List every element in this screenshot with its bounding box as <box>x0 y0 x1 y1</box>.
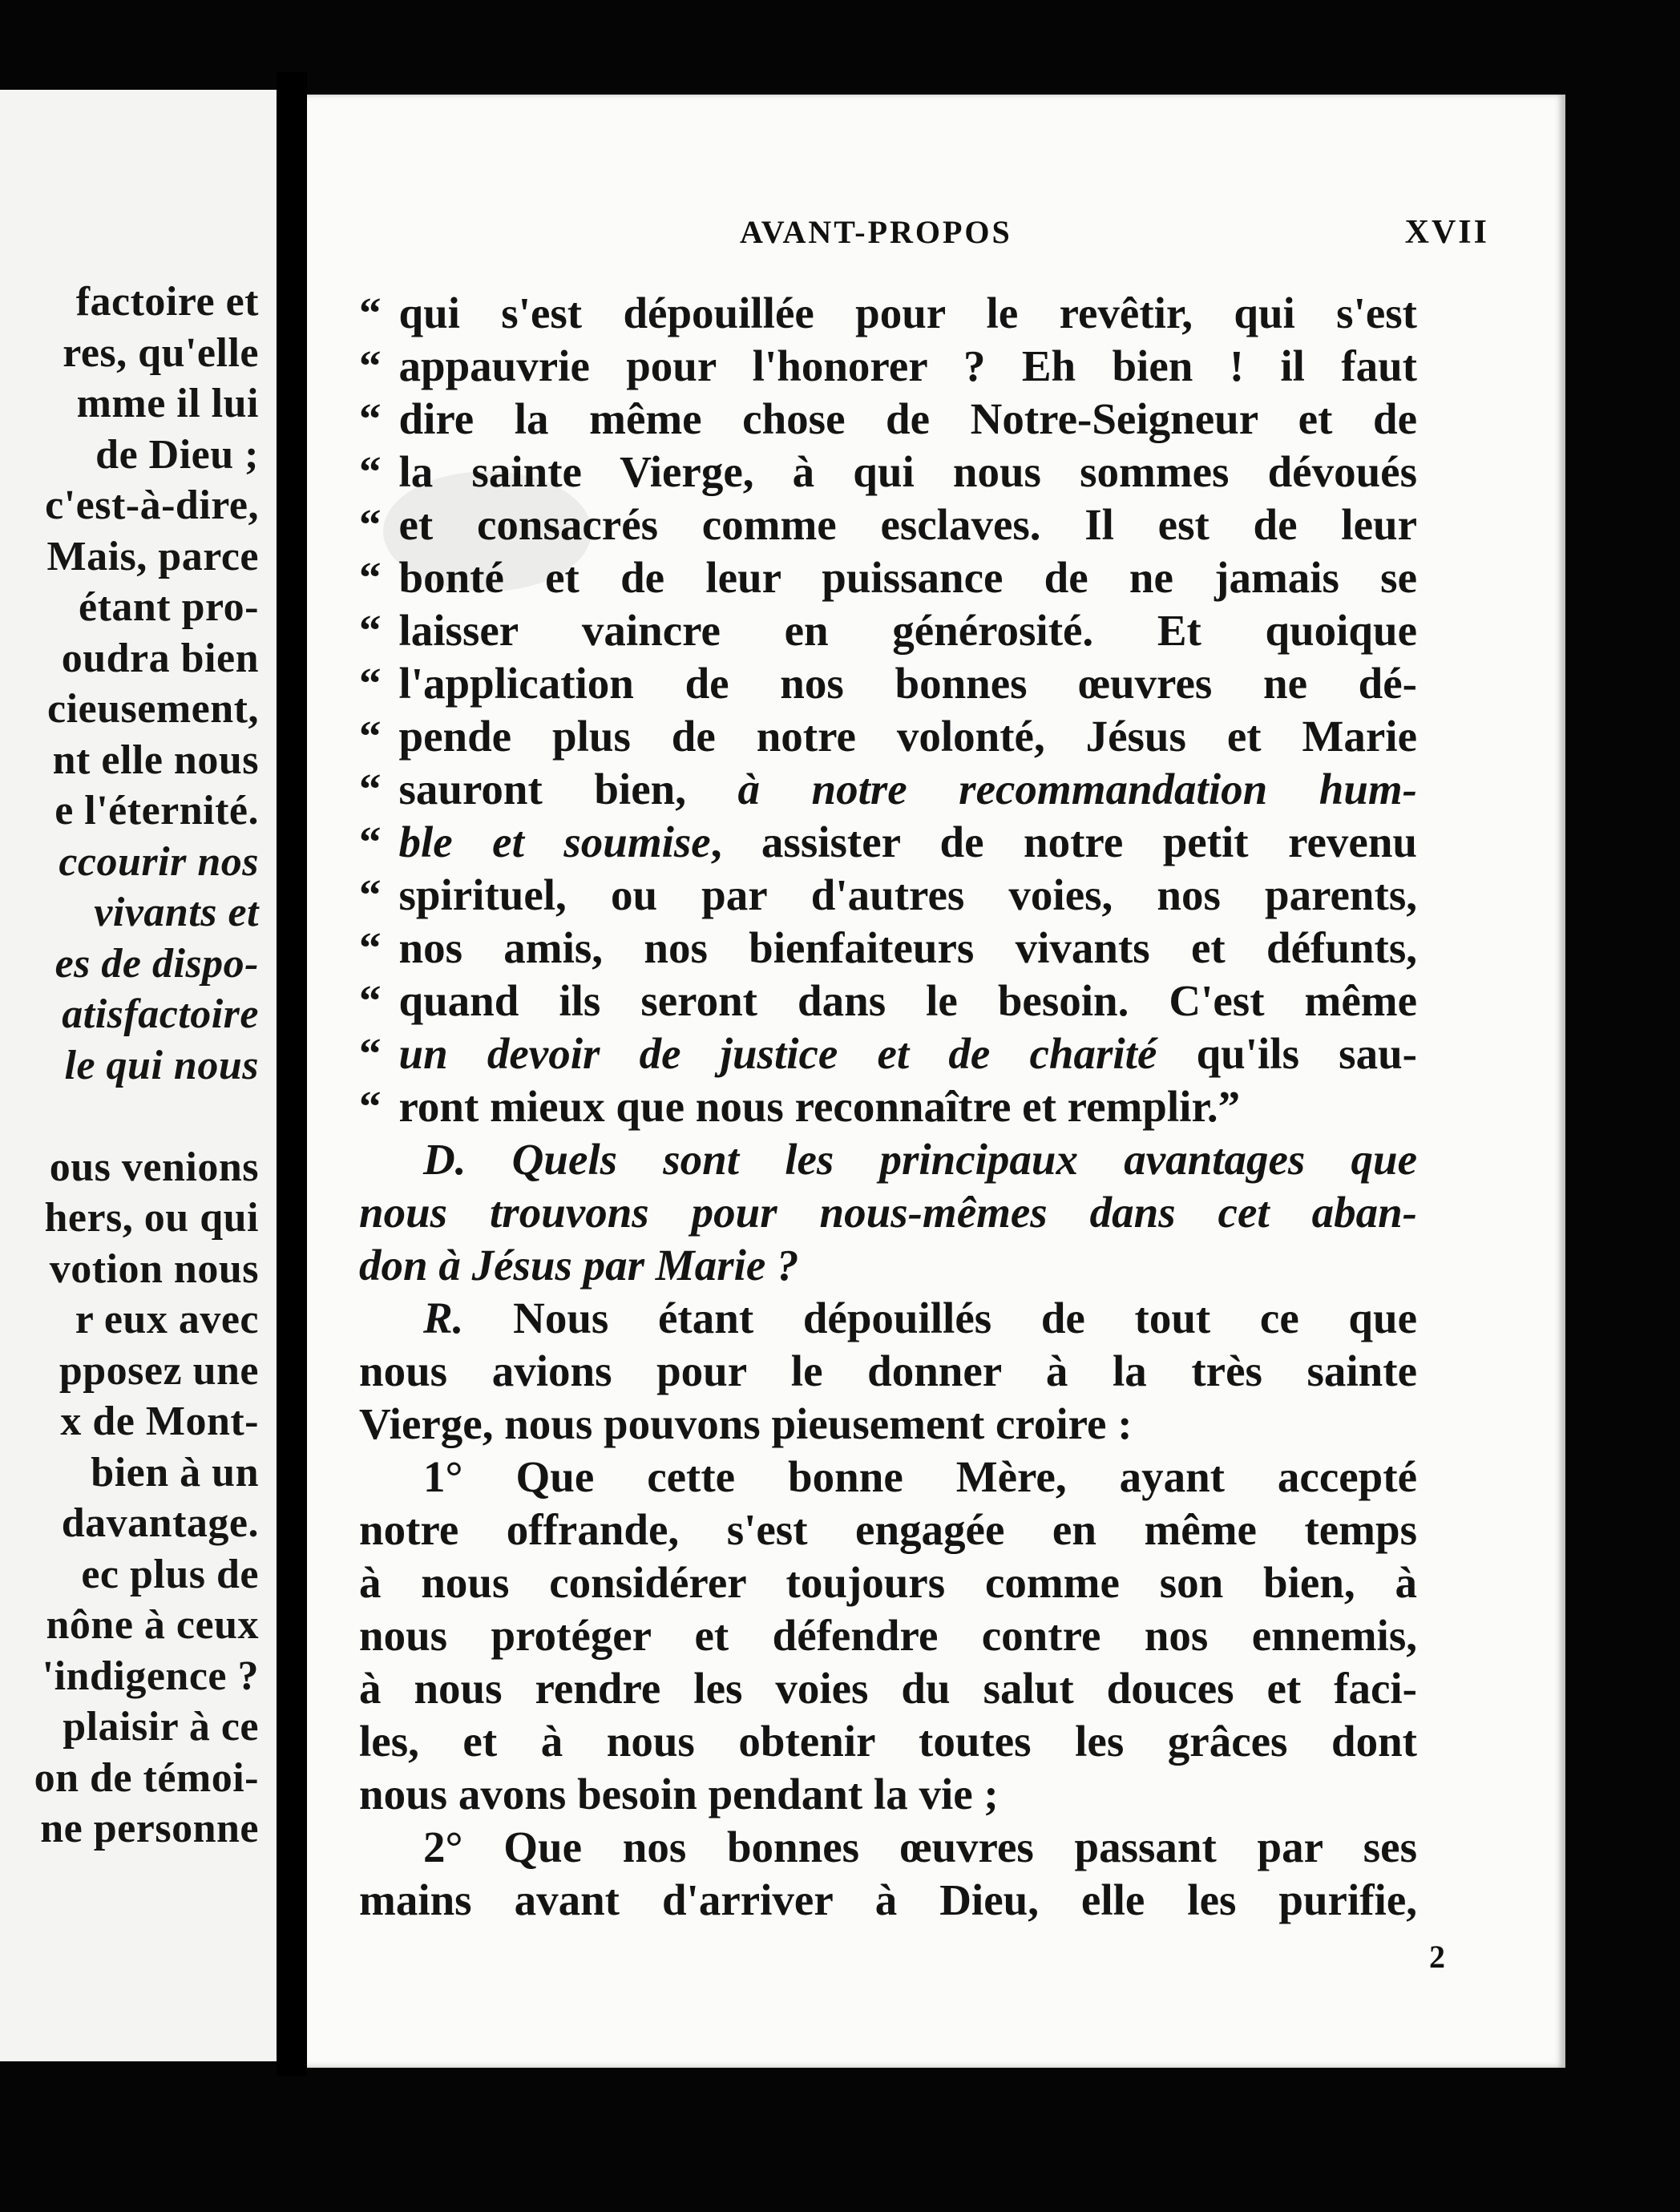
text-line <box>359 604 1417 657</box>
quote-mark: “ <box>359 341 382 390</box>
roman-text: nos amis, nos bienfaiteurs vivants et défunts, <box>398 923 1417 972</box>
left-page-line: 'indigence ? <box>42 1653 259 1699</box>
text-line <box>359 1768 1417 1821</box>
text-line <box>359 1451 1417 1504</box>
left-page-line: hers, ou qui <box>44 1195 259 1241</box>
italic-text: à notre recommandation hum- <box>737 765 1417 813</box>
text-line <box>359 922 1417 975</box>
roman-text: dire la même chose de Notre-Seigneur et de <box>398 394 1417 443</box>
text-line <box>359 710 1417 763</box>
text-line <box>359 1398 1417 1451</box>
roman-text: l'application de nos bonnes œuvres ne dé- <box>398 659 1417 708</box>
quote-mark: “ <box>359 447 382 496</box>
left-page-line: ne personne <box>40 1806 259 1851</box>
text-line <box>359 869 1417 922</box>
left-page-line: ccourir nos <box>59 838 259 885</box>
left-page-line: cieusement, <box>47 686 259 732</box>
quote-mark: “ <box>359 394 382 443</box>
roman-text: 2° Que nos bonnes œuvres passant par ses <box>423 1822 1417 1871</box>
text-line <box>359 763 1417 816</box>
left-page-line: plaisir à ce <box>63 1704 259 1750</box>
quote-mark: “ <box>359 870 382 919</box>
text-line <box>359 1292 1417 1345</box>
roman-text: à nous rendre les voies du salut douces et faci- <box>359 1664 1417 1713</box>
text-line <box>359 1186 1417 1239</box>
left-page-line: de Dieu ; <box>95 431 259 478</box>
text-line <box>359 340 1417 393</box>
left-page-line: davantage. <box>61 1500 259 1546</box>
quote-mark: “ <box>359 1029 382 1078</box>
text-line <box>359 657 1417 710</box>
left-page-line: on de témoi- <box>34 1754 259 1801</box>
roman-text: pende plus de notre volonté, Jésus et Marie <box>398 712 1417 761</box>
italic-text: D. Quels sont les principaux avantages que <box>423 1135 1417 1184</box>
roman-text: Nous étant dépouillés de tout ce que <box>463 1294 1417 1342</box>
left-page-line: res, qu'elle <box>63 329 259 376</box>
text-line <box>359 1609 1417 1662</box>
left-page-fragment <box>0 90 277 2061</box>
quote-mark: “ <box>359 817 382 866</box>
roman-text: la sainte Vierge, à qui nous sommes dévoués <box>398 447 1417 496</box>
roman-text: ront mieux que nous reconnaître et remplir.” <box>398 1082 1241 1131</box>
quote-mark: “ <box>359 289 382 337</box>
left-page-line: c'est-à-dire, <box>45 482 259 528</box>
roman-text: , assister de notre petit revenu <box>710 817 1417 866</box>
roman-text: 1° Que cette bonne Mère, ayant accepté <box>423 1452 1417 1501</box>
text-line <box>359 1080 1417 1133</box>
quote-mark: “ <box>359 923 382 972</box>
text-line <box>359 393 1417 446</box>
left-page-line: oudra bien <box>61 635 259 681</box>
left-page-line: votion nous <box>49 1245 259 1292</box>
text-line <box>359 975 1417 1027</box>
roman-text: spirituel, ou par d'autres voies, nos parents, <box>398 870 1417 919</box>
left-page-line: r eux avec <box>75 1297 259 1342</box>
roman-text: Vierge, nous pouvons pieusement croire : <box>359 1399 1133 1448</box>
roman-text: nous protéger et défendre contre nos ennemis, <box>359 1611 1417 1660</box>
roman-text: et consacrés comme esclaves. Il est de leur <box>398 500 1417 549</box>
text-line <box>359 287 1417 340</box>
italic-text: ble et soumise <box>398 817 711 866</box>
running-head <box>307 213 1565 261</box>
roman-text: nous avions pour le donner à la très sainte <box>359 1346 1417 1395</box>
quote-mark: “ <box>359 659 382 708</box>
roman-text: appauvrie pour l'honorer ? Eh bien ! il faut <box>398 341 1417 390</box>
ink-smudge <box>383 471 592 591</box>
text-line <box>359 1662 1417 1715</box>
italic-text: don à Jésus par Marie ? <box>359 1241 799 1290</box>
roman-text: qu'ils sau- <box>1157 1029 1417 1078</box>
text-line <box>359 1874 1417 1927</box>
roman-text: notre offrande, s'est engagée en même temps <box>359 1505 1417 1554</box>
left-page-line: Mais, parce <box>46 533 259 579</box>
text-line <box>359 1027 1417 1080</box>
quote-mark: “ <box>359 765 382 813</box>
roman-text: bonté et de leur puissance de ne jamais se <box>398 553 1417 602</box>
text-line <box>359 816 1417 869</box>
italic-text: un devoir de justice et de charité <box>398 1029 1157 1078</box>
left-page-line: ec plus de <box>81 1551 259 1597</box>
quote-mark: “ <box>359 1082 382 1131</box>
roman-text: mains avant d'arriver à Dieu, elle les purifie, <box>359 1875 1417 1924</box>
signature-mark: 2 <box>1429 1939 1445 1975</box>
quote-mark: “ <box>359 712 382 761</box>
page-number: XVII <box>1404 214 1489 251</box>
quote-mark: “ <box>359 553 382 602</box>
quote-mark: “ <box>359 500 382 549</box>
roman-text: à nous considérer toujours comme son bien, à <box>359 1558 1417 1607</box>
left-page-line: mme il lui <box>76 381 259 426</box>
left-page-line: atisfactoire <box>62 991 259 1037</box>
left-page-line: factoire et <box>75 279 259 325</box>
text-line <box>359 1345 1417 1398</box>
left-page-line: ous venions <box>49 1144 259 1190</box>
quote-mark: “ <box>359 606 382 655</box>
roman-text: qui s'est dépouillée pour le revêtir, qui s'est <box>398 289 1417 337</box>
text-line <box>359 1239 1417 1292</box>
roman-text: laisser vaincre en générosité. Et quoique <box>398 606 1417 655</box>
text-line <box>359 1821 1417 1874</box>
text-line <box>359 1556 1417 1609</box>
left-page-line: le qui nous <box>64 1042 259 1088</box>
left-page-line: bien à un <box>91 1449 259 1496</box>
left-page-line: vivants et <box>94 890 259 935</box>
right-page <box>307 95 1565 2068</box>
left-page-line: nône à ceux <box>46 1602 259 1648</box>
roman-text: nous avons besoin pendant la vie ; <box>359 1770 999 1818</box>
book-gutter <box>277 72 307 2076</box>
left-page-line: e l'éternité. <box>55 788 259 834</box>
running-head-title: AVANT-PROPOS <box>740 214 1012 250</box>
text-line <box>359 1715 1417 1768</box>
left-page-line: pposez une <box>59 1347 259 1394</box>
left-page-line: nt elle nous <box>52 737 259 783</box>
quote-mark: “ <box>359 976 382 1025</box>
text-line <box>359 1504 1417 1556</box>
left-page-line: es de dispo- <box>55 940 259 987</box>
left-page-line: x de Mont- <box>60 1399 259 1444</box>
roman-text: sauront bien, <box>398 765 738 813</box>
roman-text: quand ils seront dans le besoin. C'est même <box>398 976 1417 1025</box>
roman-text: les, et à nous obtenir toutes les grâces dont <box>359 1717 1417 1766</box>
italic-text: nous trouvons pour nous-mêmes dans cet aban- <box>359 1188 1417 1237</box>
italic-text: R. <box>423 1294 464 1342</box>
left-page-line: étant pro- <box>78 584 259 630</box>
text-line <box>359 1133 1417 1186</box>
